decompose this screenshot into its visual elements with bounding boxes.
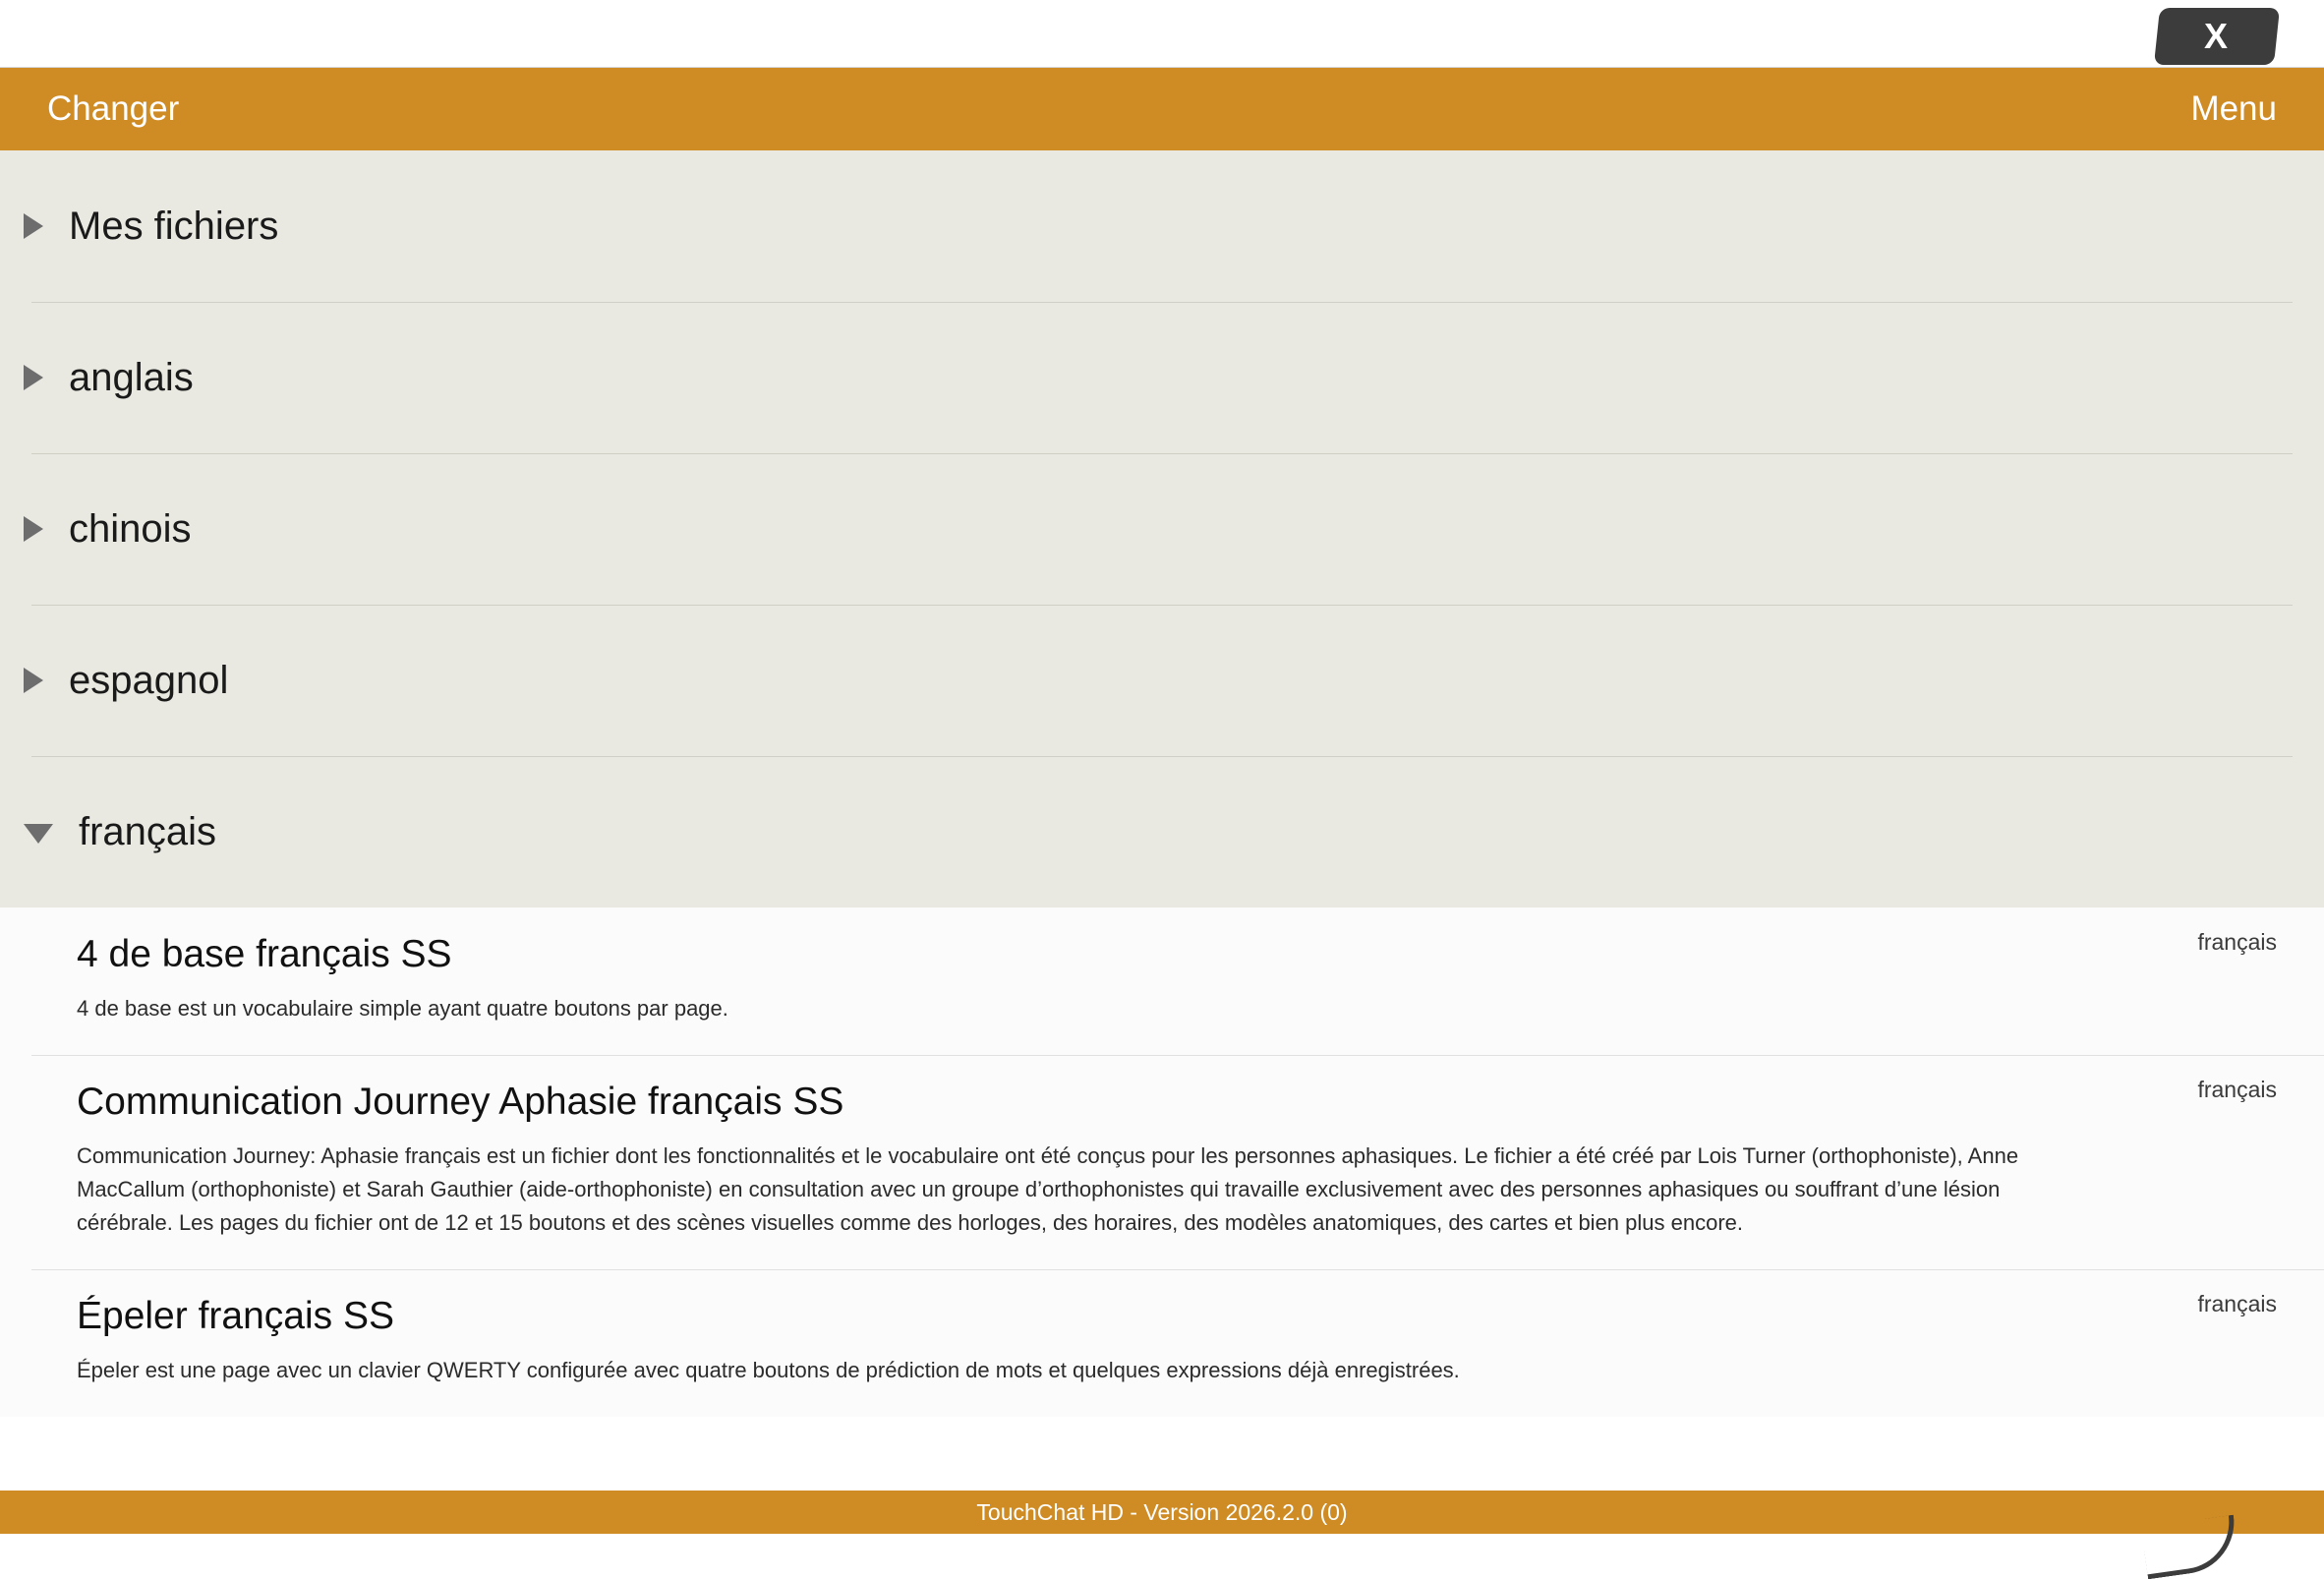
file-title: Communication Journey Aphasie français SS bbox=[77, 1081, 844, 1124]
title-bar bbox=[0, 68, 2324, 150]
home-indicator bbox=[0, 1534, 2324, 1567]
group-label: espagnol bbox=[69, 658, 229, 702]
file-language: français bbox=[2197, 1291, 2277, 1317]
chevron-down-icon[interactable] bbox=[24, 824, 53, 844]
group-row-francais[interactable] bbox=[0, 756, 2324, 907]
list-item[interactable] bbox=[0, 907, 2324, 1055]
changer-button[interactable]: Changer bbox=[47, 89, 180, 128]
file-language: français bbox=[2197, 929, 2277, 955]
group-label: Mes fichiers bbox=[69, 204, 279, 248]
file-description: Communication Journey: Aphasie français est un fichier dont les fonctionnalités et le vocabulaire ont été conçus pour les personnes aphasiques. Le fichier a été créé par Lois Turner (orthophoniste), Anne MacCallum (orthophoniste) et Sarah Gauthier (aide-orthophoniste) en consultation avec un groupe d’orthophonistes qui travaille exclusivement avec des personnes aphasiques ou souffrant d’une lésion cérébrale. Les pages du fichier ont de 12 et 15 boutons et des scènes visuelles comme des horloges, des horaires, des modèles anatomiques, des cartes et bien plus encore. bbox=[77, 1143, 2019, 1236]
chevron-right-icon[interactable] bbox=[24, 516, 43, 542]
chevron-right-icon[interactable] bbox=[24, 365, 43, 390]
list-item[interactable] bbox=[0, 1269, 2324, 1417]
version-label: TouchChat HD - Version 2026.2.0 (0) bbox=[976, 1498, 1348, 1525]
file-title: Épeler français SS bbox=[77, 1295, 394, 1338]
group-row-espagnol[interactable] bbox=[0, 605, 2324, 756]
file-list bbox=[0, 907, 2324, 1417]
group-row-anglais[interactable] bbox=[0, 302, 2324, 453]
file-description: Épeler est une page avec un clavier QWERTY configurée avec quatre boutons de prédiction de mots et quelques expressions déjà enregistrées. bbox=[77, 1358, 1460, 1383]
close-label: X bbox=[2204, 16, 2230, 56]
group-list bbox=[0, 150, 2324, 907]
status-bar bbox=[0, 1491, 2324, 1534]
group-label: chinois bbox=[69, 506, 192, 551]
close-icon[interactable] bbox=[2154, 8, 2280, 65]
file-description: 4 de base est un vocabulaire simple ayant quatre boutons par page. bbox=[77, 996, 728, 1021]
file-title: 4 de base français SS bbox=[77, 933, 452, 975]
list-item[interactable] bbox=[0, 1055, 2324, 1269]
group-row-chinois[interactable] bbox=[0, 453, 2324, 605]
group-label: anglais bbox=[69, 355, 194, 399]
group-row-mes-fichiers[interactable] bbox=[0, 150, 2324, 302]
chevron-right-icon[interactable] bbox=[24, 213, 43, 239]
window-top-strip bbox=[0, 0, 2324, 68]
file-language: français bbox=[2197, 1077, 2277, 1103]
menu-button[interactable]: Menu bbox=[2190, 89, 2277, 128]
chevron-right-icon[interactable] bbox=[24, 668, 43, 693]
group-label: français bbox=[79, 809, 217, 853]
